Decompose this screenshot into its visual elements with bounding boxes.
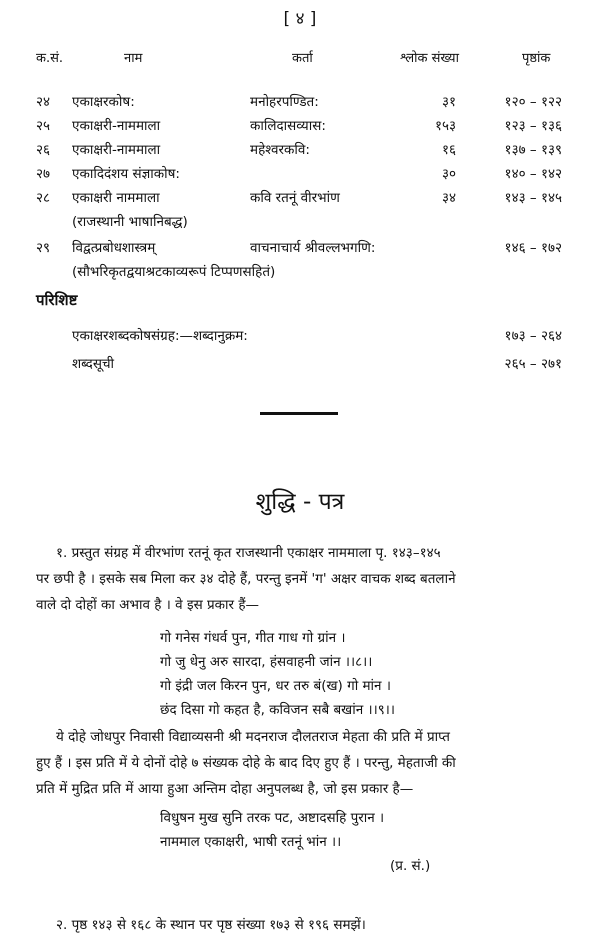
header-author: कर्ता bbox=[292, 51, 313, 66]
row-pages: १४३ – १४५ bbox=[504, 190, 562, 206]
errata-para-line: पर छपी है । इसके सब मिला कर ३४ दोहे हैं, परन्तु इनमें 'ग' अक्षर वाचक शब्द बतलाने bbox=[36, 571, 456, 587]
verse-line: विधुषन मुख सुनि तरक पट, अष्टादसहि पुरान । bbox=[160, 810, 385, 826]
row-name: एकाक्षरी-नाममाला bbox=[72, 142, 161, 158]
errata-title: शुद्धि - पत्र bbox=[255, 489, 345, 515]
row-name: एकादिदंशय संज्ञाकोष: bbox=[72, 166, 180, 182]
row-serial: २७ bbox=[36, 166, 51, 182]
row-author: वाचनाचार्य श्रीवल्लभगणि: bbox=[250, 240, 376, 256]
row-shlokas: ३४ bbox=[441, 190, 456, 206]
errata-para-line: वाले दो दोहों का अभाव है । वे इस प्रकार हैं— bbox=[36, 597, 260, 613]
row-name: एकाक्षरी नाममाला bbox=[72, 190, 160, 206]
row-pages: १४० – १४२ bbox=[504, 166, 562, 182]
errata-para-line: १. प्रस्तुत संग्रह में वीरभांण रतनूं कृत राजस्थानी एकाक्षर नाममाला पृ. १४३–१४५ bbox=[56, 545, 441, 561]
row-shlokas: १६ bbox=[441, 142, 456, 158]
row-serial: २९ bbox=[36, 240, 51, 256]
errata-para-line: ये दोहे जोधपुर निवासी विद्याव्यसनी श्री मदनराज दौलतराज मेहता की प्रति में प्राप्त bbox=[56, 729, 450, 745]
appendix-heading: परिशिष्ट bbox=[36, 291, 78, 309]
errata-para-line: हुए हैं । इस प्रति में ये दोनों दोहे ७ संख्यक दोहे के बाद दिए हुए हैं । परन्तु, मेहताजी की bbox=[36, 755, 456, 771]
appendix-item-pages: १७३ – २६४ bbox=[504, 328, 562, 344]
header-serial: क.सं. bbox=[36, 51, 64, 66]
verse-line: नाममाल एकाक्षरी, भाषी रतनूं भांन ।। bbox=[160, 834, 342, 850]
header-name: नाम bbox=[124, 51, 143, 66]
row-author: कालिदासव्यास: bbox=[250, 118, 326, 134]
section-divider bbox=[260, 412, 338, 415]
verse-line: गो जु धेनु अरु सारदा, हंसवाहनी जांन ।।८।। bbox=[160, 654, 373, 670]
row-pages: १२३ – १३६ bbox=[504, 118, 562, 134]
row-shlokas: ३१ bbox=[441, 94, 456, 110]
errata-para-line: २. पृष्ठ १४३ से १६८ के स्थान पर पृष्ठ संख्या १७३ से १९६ समझें। bbox=[56, 917, 366, 933]
row-serial: २८ bbox=[36, 190, 51, 206]
appendix-item-pages: २६५ – २७१ bbox=[504, 356, 562, 372]
row-name: एकाक्षरकोष: bbox=[72, 94, 135, 110]
row-name: एकाक्षरी-नाममाला bbox=[72, 118, 161, 134]
row-serial: २४ bbox=[36, 94, 51, 110]
row-shlokas: ३० bbox=[441, 166, 456, 182]
attribution: (प्र. सं.) bbox=[390, 858, 431, 874]
row-serial: २५ bbox=[36, 118, 51, 134]
row-author: महेश्वरकवि: bbox=[250, 142, 310, 158]
row-shlokas: १५३ bbox=[434, 118, 456, 134]
verse-line: गो इंद्री जल किरन पुन, धर तरु बं(ख) गो मांन । bbox=[160, 678, 391, 694]
verse-line: छंद दिसा गो कहत है, कविजन सबै बखांन ।।९।। bbox=[160, 702, 395, 718]
row-serial: २६ bbox=[36, 142, 51, 158]
header-pages: पृष्ठांक bbox=[522, 51, 551, 66]
header-shlokas: श्लोक संख्या bbox=[400, 51, 459, 66]
appendix-item-name: एकाक्षरशब्दकोषसंग्रह:—शब्दानुक्रम: bbox=[72, 328, 248, 344]
appendix-item-name: शब्दसूची bbox=[72, 356, 115, 372]
row-author: मनोहरपण्डित: bbox=[250, 94, 319, 110]
errata-para-line: प्रति में मुद्रित प्रति में आया हुआ अन्तिम दोहा अनुपलब्ध है, जो इस प्रकार है— bbox=[36, 781, 414, 797]
row-pages: १२० – १२२ bbox=[504, 94, 562, 110]
row-name: विद्वत्प्रबोधशास्त्रम् bbox=[72, 240, 156, 256]
verse-line: गो गनेस गंधर्व पुन, गीत गाध गो ग्रांन । bbox=[160, 630, 346, 646]
row-subtitle: (सौभरिकृतद्वयाश्रटकाव्यरूपं टिप्पणसहितं) bbox=[72, 264, 276, 280]
row-pages: १३७ – १३९ bbox=[504, 142, 562, 158]
page-number: [ ४ ] bbox=[283, 9, 317, 29]
row-subtitle: (राजस्थानी भाषानिबद्ध) bbox=[72, 214, 188, 230]
row-author: कवि रतनूं वीरभांण bbox=[250, 190, 340, 206]
row-pages: १४६ – १७२ bbox=[504, 240, 562, 256]
